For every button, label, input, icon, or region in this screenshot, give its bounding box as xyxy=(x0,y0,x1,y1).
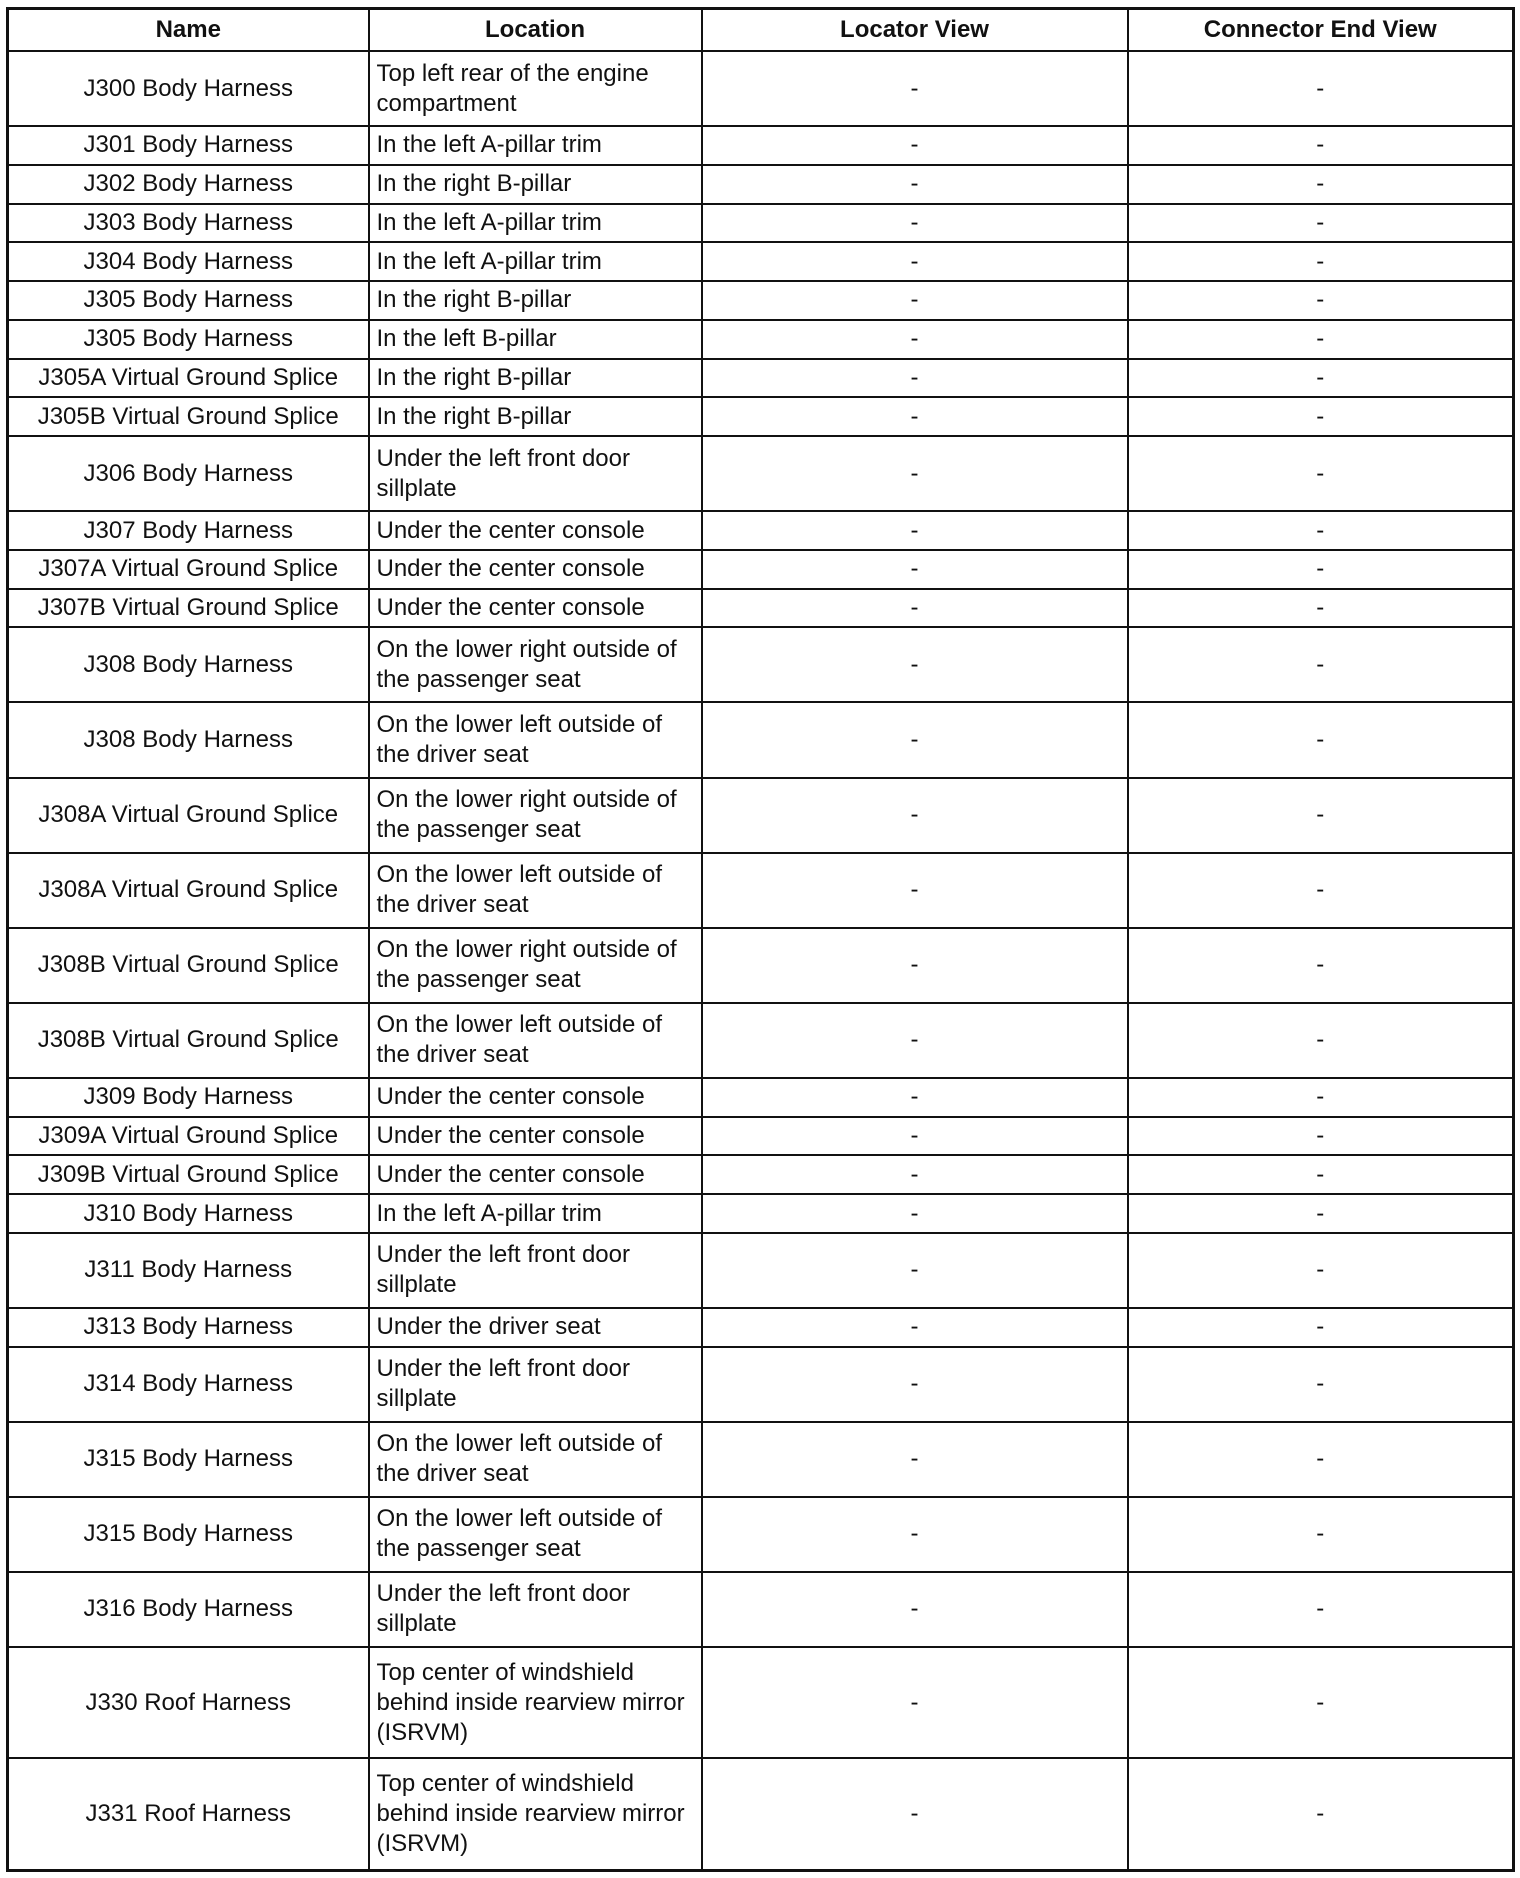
table-row xyxy=(8,589,1514,628)
row-locator-view: - xyxy=(702,397,1128,436)
row-connector-end-view: - xyxy=(1128,589,1514,628)
row-connector-end-view: - xyxy=(1128,436,1514,511)
row-locator-view: - xyxy=(702,511,1128,550)
row-locator-view: - xyxy=(702,242,1128,281)
row-connector-end-view: - xyxy=(1128,1233,1514,1308)
row-name: J309B Virtual Ground Splice xyxy=(8,1155,369,1194)
row-location: On the lower right outside of the passenger seat xyxy=(369,627,702,702)
row-name: J306 Body Harness xyxy=(8,436,369,511)
row-locator-view: - xyxy=(702,1003,1128,1078)
row-location: Under the left front door sillplate xyxy=(369,1347,702,1422)
row-name: J302 Body Harness xyxy=(8,165,369,204)
row-location: In the right B-pillar xyxy=(369,397,702,436)
row-connector-end-view: - xyxy=(1128,397,1514,436)
table-row xyxy=(8,51,1514,126)
row-locator-view: - xyxy=(702,627,1128,702)
row-connector-end-view: - xyxy=(1128,1194,1514,1233)
row-name: J305A Virtual Ground Splice xyxy=(8,359,369,398)
row-connector-end-view: - xyxy=(1128,126,1514,165)
row-connector-end-view: - xyxy=(1128,511,1514,550)
row-connector-end-view: - xyxy=(1128,1758,1514,1870)
row-name: J330 Roof Harness xyxy=(8,1647,369,1758)
row-locator-view: - xyxy=(702,281,1128,320)
row-location: Under the center console xyxy=(369,550,702,589)
row-name: J308B Virtual Ground Splice xyxy=(8,1003,369,1078)
table-row xyxy=(8,627,1514,702)
row-locator-view: - xyxy=(702,1308,1128,1347)
connector-table xyxy=(6,7,1515,1872)
header-row xyxy=(8,9,1514,52)
table-row xyxy=(8,1117,1514,1156)
table-row xyxy=(8,1155,1514,1194)
row-connector-end-view: - xyxy=(1128,165,1514,204)
row-locator-view: - xyxy=(702,204,1128,243)
row-connector-end-view: - xyxy=(1128,320,1514,359)
row-name: J308A Virtual Ground Splice xyxy=(8,853,369,928)
table-row xyxy=(8,1347,1514,1422)
row-name: J308 Body Harness xyxy=(8,627,369,702)
row-connector-end-view: - xyxy=(1128,204,1514,243)
row-connector-end-view: - xyxy=(1128,1422,1514,1497)
table-row xyxy=(8,1308,1514,1347)
row-connector-end-view: - xyxy=(1128,281,1514,320)
row-name: J309 Body Harness xyxy=(8,1078,369,1117)
row-locator-view: - xyxy=(702,1347,1128,1422)
row-location: On the lower left outside of the driver seat xyxy=(369,1422,702,1497)
table-row xyxy=(8,165,1514,204)
row-location: In the right B-pillar xyxy=(369,165,702,204)
row-locator-view: - xyxy=(702,928,1128,1003)
row-location: Top center of windshield behind inside rearview mirror (ISRVM) xyxy=(369,1647,702,1758)
row-connector-end-view: - xyxy=(1128,1347,1514,1422)
table-row xyxy=(8,1233,1514,1308)
row-name: J301 Body Harness xyxy=(8,126,369,165)
row-location: In the left A-pillar trim xyxy=(369,204,702,243)
row-name: J303 Body Harness xyxy=(8,204,369,243)
table-row xyxy=(8,1422,1514,1497)
table-row xyxy=(8,928,1514,1003)
row-locator-view: - xyxy=(702,1497,1128,1572)
row-location: On the lower left outside of the passenger seat xyxy=(369,1497,702,1572)
row-location: On the lower right outside of the passenger seat xyxy=(369,778,702,853)
row-name: J307A Virtual Ground Splice xyxy=(8,550,369,589)
row-location: In the left B-pillar xyxy=(369,320,702,359)
row-connector-end-view: - xyxy=(1128,1647,1514,1758)
row-locator-view: - xyxy=(702,853,1128,928)
row-location: On the lower left outside of the driver seat xyxy=(369,1003,702,1078)
row-connector-end-view: - xyxy=(1128,778,1514,853)
row-location: Under the driver seat xyxy=(369,1308,702,1347)
header-connector-end-view: Connector End View xyxy=(1128,9,1514,52)
row-locator-view: - xyxy=(702,1758,1128,1870)
header-name: Name xyxy=(8,9,369,52)
row-name: J305 Body Harness xyxy=(8,281,369,320)
row-location: Under the center console xyxy=(369,589,702,628)
row-name: J308 Body Harness xyxy=(8,702,369,777)
row-name: J309A Virtual Ground Splice xyxy=(8,1117,369,1156)
header-locator-view: Locator View xyxy=(702,9,1128,52)
row-connector-end-view: - xyxy=(1128,1497,1514,1572)
row-locator-view: - xyxy=(702,1647,1128,1758)
row-connector-end-view: - xyxy=(1128,1078,1514,1117)
row-connector-end-view: - xyxy=(1128,550,1514,589)
row-locator-view: - xyxy=(702,320,1128,359)
row-name: J311 Body Harness xyxy=(8,1233,369,1308)
row-connector-end-view: - xyxy=(1128,702,1514,777)
table-row xyxy=(8,550,1514,589)
row-location: In the right B-pillar xyxy=(369,281,702,320)
row-name: J305 Body Harness xyxy=(8,320,369,359)
table-row xyxy=(8,853,1514,928)
row-name: J316 Body Harness xyxy=(8,1572,369,1647)
row-name: J315 Body Harness xyxy=(8,1497,369,1572)
row-connector-end-view: - xyxy=(1128,1155,1514,1194)
row-location: In the left A-pillar trim xyxy=(369,126,702,165)
row-connector-end-view: - xyxy=(1128,51,1514,126)
row-name: J305B Virtual Ground Splice xyxy=(8,397,369,436)
row-connector-end-view: - xyxy=(1128,853,1514,928)
row-name: J315 Body Harness xyxy=(8,1422,369,1497)
row-location: Under the left front door sillplate xyxy=(369,1233,702,1308)
table-row xyxy=(8,1078,1514,1117)
table-row xyxy=(8,242,1514,281)
row-locator-view: - xyxy=(702,1078,1128,1117)
row-connector-end-view: - xyxy=(1128,1308,1514,1347)
row-name: J300 Body Harness xyxy=(8,51,369,126)
table-row xyxy=(8,281,1514,320)
row-location: On the lower left outside of the driver seat xyxy=(369,702,702,777)
row-name: J304 Body Harness xyxy=(8,242,369,281)
row-locator-view: - xyxy=(702,51,1128,126)
row-location: In the left A-pillar trim xyxy=(369,1194,702,1233)
row-locator-view: - xyxy=(702,1194,1128,1233)
table-row xyxy=(8,126,1514,165)
row-locator-view: - xyxy=(702,589,1128,628)
row-locator-view: - xyxy=(702,1422,1128,1497)
row-location: Under the center console xyxy=(369,1155,702,1194)
row-locator-view: - xyxy=(702,126,1128,165)
row-location: Under the center console xyxy=(369,1078,702,1117)
row-locator-view: - xyxy=(702,550,1128,589)
row-locator-view: - xyxy=(702,359,1128,398)
row-locator-view: - xyxy=(702,1117,1128,1156)
table-row xyxy=(8,320,1514,359)
row-connector-end-view: - xyxy=(1128,627,1514,702)
table-row xyxy=(8,1497,1514,1572)
row-location: Under the left front door sillplate xyxy=(369,1572,702,1647)
row-connector-end-view: - xyxy=(1128,1003,1514,1078)
row-locator-view: - xyxy=(702,436,1128,511)
row-locator-view: - xyxy=(702,778,1128,853)
row-name: J310 Body Harness xyxy=(8,1194,369,1233)
row-location: Under the center console xyxy=(369,1117,702,1156)
row-connector-end-view: - xyxy=(1128,928,1514,1003)
table-row xyxy=(8,1194,1514,1233)
table-row xyxy=(8,397,1514,436)
row-name: J331 Roof Harness xyxy=(8,1758,369,1870)
table-row xyxy=(8,1003,1514,1078)
row-name: J314 Body Harness xyxy=(8,1347,369,1422)
table-row xyxy=(8,702,1514,777)
table-row xyxy=(8,1572,1514,1647)
row-name: J307 Body Harness xyxy=(8,511,369,550)
row-name: J308A Virtual Ground Splice xyxy=(8,778,369,853)
row-location: Top left rear of the engine compartment xyxy=(369,51,702,126)
row-location: Top center of windshield behind inside rearview mirror (ISRVM) xyxy=(369,1758,702,1870)
row-location: On the lower right outside of the passenger seat xyxy=(369,928,702,1003)
row-connector-end-view: - xyxy=(1128,242,1514,281)
table-row xyxy=(8,204,1514,243)
table-row xyxy=(8,511,1514,550)
row-locator-view: - xyxy=(702,1233,1128,1308)
table-row xyxy=(8,436,1514,511)
row-location: In the left A-pillar trim xyxy=(369,242,702,281)
row-location: In the right B-pillar xyxy=(369,359,702,398)
row-locator-view: - xyxy=(702,1155,1128,1194)
table-row xyxy=(8,1758,1514,1870)
row-locator-view: - xyxy=(702,1572,1128,1647)
row-name: J307B Virtual Ground Splice xyxy=(8,589,369,628)
table-header xyxy=(8,9,1514,52)
row-connector-end-view: - xyxy=(1128,359,1514,398)
row-location: On the lower left outside of the driver seat xyxy=(369,853,702,928)
row-location: Under the center console xyxy=(369,511,702,550)
row-name: J308B Virtual Ground Splice xyxy=(8,928,369,1003)
row-connector-end-view: - xyxy=(1128,1117,1514,1156)
row-connector-end-view: - xyxy=(1128,1572,1514,1647)
table-row xyxy=(8,778,1514,853)
row-name: J313 Body Harness xyxy=(8,1308,369,1347)
header-location: Location xyxy=(369,9,702,52)
table-row xyxy=(8,1647,1514,1758)
table-body xyxy=(8,51,1514,1871)
table-row xyxy=(8,359,1514,398)
row-locator-view: - xyxy=(702,165,1128,204)
row-locator-view: - xyxy=(702,702,1128,777)
row-location: Under the left front door sillplate xyxy=(369,436,702,511)
